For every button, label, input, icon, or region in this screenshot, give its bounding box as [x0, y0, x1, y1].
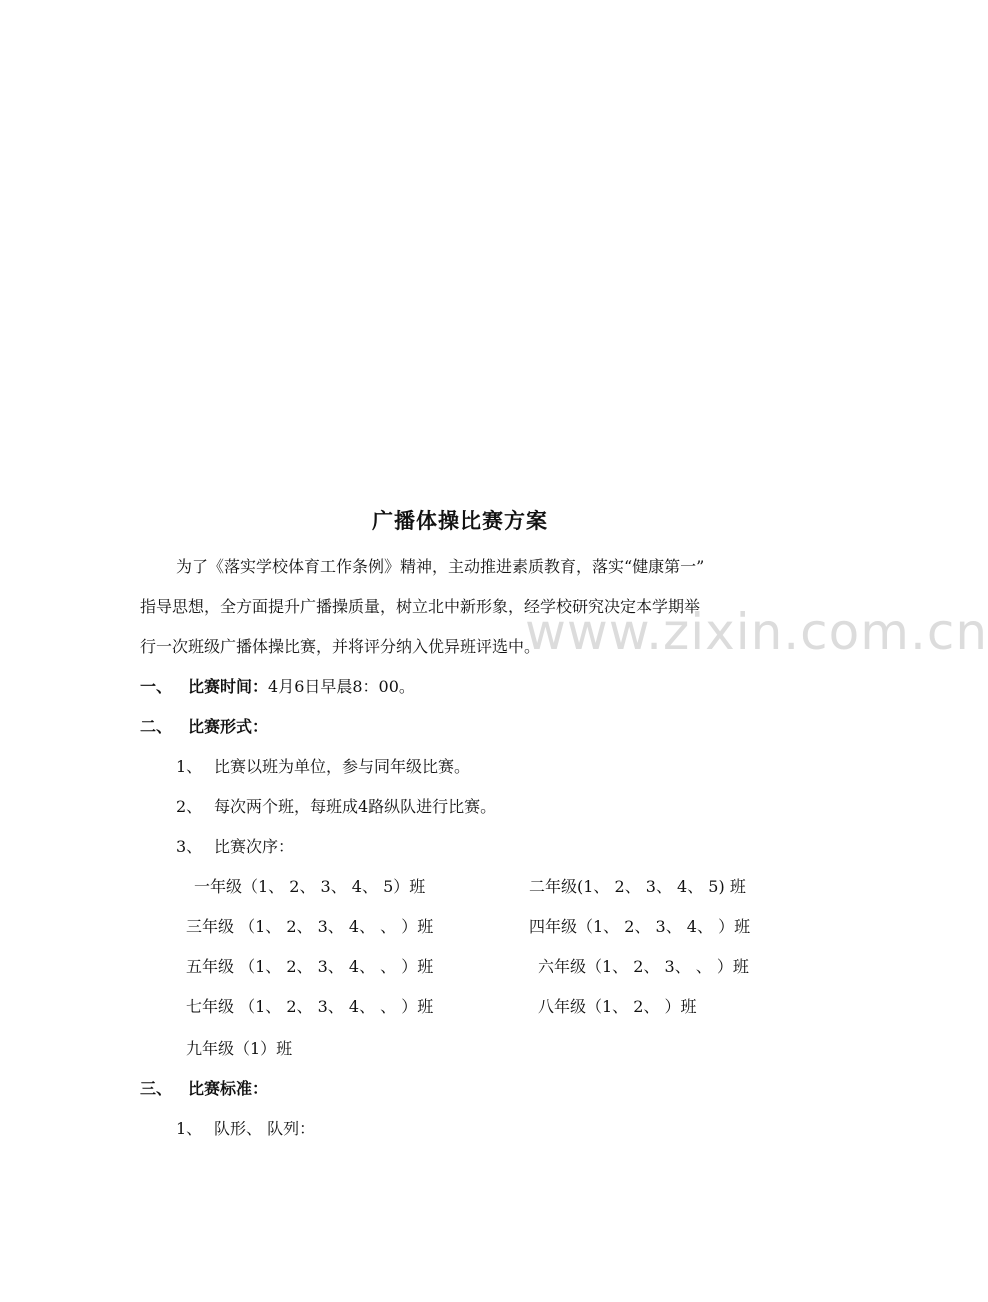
standard-item-1 [176, 1119, 315, 1139]
grade-4: 四年级（1、 2、 3、 4、 ）班 [529, 917, 751, 936]
item-text: 队形、 队列： [214, 1119, 316, 1138]
document-title: 广播体操比赛方案 [372, 509, 548, 533]
section-form [140, 717, 268, 737]
grade-5: 五年级 （1、 2、 3、 4、 、 ）班 [186, 957, 434, 976]
intro-line-3: 行一次班级广播体操比赛，并将评分纳入优异班评选中。 [140, 637, 541, 656]
grade-6: 六年级（1、 2、 3、 、 ）班 [538, 957, 749, 976]
item-text: 每次两个班，每班成4路纵队进行比赛。 [214, 797, 497, 816]
section-number: 二、 [140, 717, 173, 736]
form-item-1 [176, 757, 470, 777]
intro-line-2: 指导思想，全方面提升广播操质量，树立北中新形象，经学校研究决定本学期举 [140, 597, 701, 616]
intro-line-1: 为了《落实学校体育工作条例》精神，主动推进素质教育，落实“健康第一” [176, 557, 705, 576]
watermark: www.zixin.com.cn [525, 603, 988, 661]
form-item-2 [176, 797, 496, 817]
grade-9: 九年级（1）班 [186, 1039, 293, 1058]
section-label: 比赛形式： [188, 717, 269, 736]
section-value: 4月6日早晨8：00。 [268, 677, 415, 696]
grade-3: 三年级 （1、 2、 3、 4、 、 ）班 [186, 917, 434, 936]
grade-2: 二年级(1、 2、 3、 4、 5) 班 [529, 877, 746, 896]
grade-8: 八年级（1、 2、 ）班 [538, 997, 697, 1016]
section-number: 三、 [140, 1079, 173, 1098]
item-number: 1、 [176, 757, 203, 776]
item-number: 3、 [176, 837, 203, 856]
section-time [140, 677, 415, 697]
section-standard [140, 1079, 268, 1099]
section-label: 比赛时间： [188, 677, 269, 696]
grade-7: 七年级 （1、 2、 3、 4、 、 ）班 [186, 997, 434, 1016]
item-number: 2、 [176, 797, 203, 816]
section-number: 一、 [140, 677, 173, 696]
form-item-3 [176, 837, 294, 857]
item-text: 比赛以班为单位，参与同年级比赛。 [214, 757, 471, 776]
item-text: 比赛次序： [214, 837, 295, 856]
section-label: 比赛标准： [188, 1079, 269, 1098]
grade-1: 一年级（1、 2、 3、 4、 5）班 [194, 877, 426, 896]
item-number: 1、 [176, 1119, 203, 1138]
